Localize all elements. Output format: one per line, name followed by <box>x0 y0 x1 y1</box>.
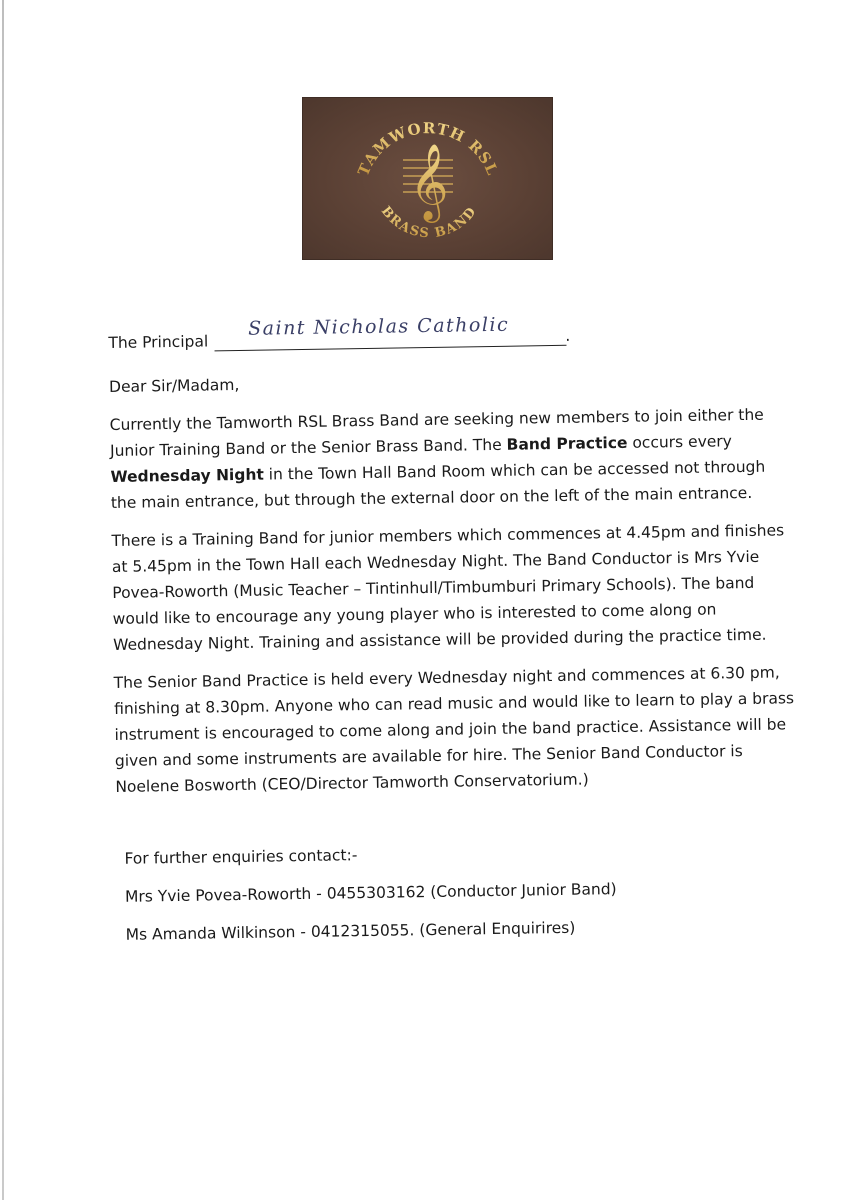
paragraph-senior-band: The Senior Band Practice is held every Wednesday night and commences at 6.30 pm, finishing at 8.30pm. Anyone who can read music and would like to learn to play a brass instrument is encouraged to come along and join the band practice. Assistance will be given and some instruments are available for hire. The Senior Band Conductor is Noelene Bosworth (CEO/Director Tamworth Conservatorium.) <box>113 663 795 796</box>
paragraph-training-band: There is a Training Band for junior members which commences at 4.45pm and finishes at 5.45pm in the Town Hall each Wednesday Night. The Band Conductor is Mrs Yvie Povea-Roworth (Music Teacher – Tintinhull/Timbumburi Primary Schools). The band would like to encourage any young player who is interested to come along on Wednesday Night. Training and assistance will be provided during the practice time. <box>111 521 785 654</box>
addressee-line <box>108 307 788 352</box>
contact-block <box>116 835 798 948</box>
handwritten-school-name: Saint Nicholas Catholic <box>248 313 510 340</box>
logo-arc-bottom: BRASS BAND <box>377 203 481 242</box>
letter-body <box>108 307 798 960</box>
treble-clef-icon: 𝄞 <box>409 143 449 220</box>
bold-band-practice: Band Practice <box>506 433 628 454</box>
addressee-label: The Principal <box>108 332 209 352</box>
greeting: Dear Sir/Madam, <box>108 375 240 396</box>
bold-wednesday-night: Wednesday Night <box>110 465 264 486</box>
addressee-period: . <box>565 326 571 345</box>
contact-general-enquiries: Ms Amanda Wilkinson - 0412315055. (General Enquirires) <box>125 918 576 944</box>
contact-junior-conductor: Mrs Yvie Povea-Roworth - 0455303162 (Conductor Junior Band) <box>124 880 617 906</box>
fill-in-line <box>215 345 567 352</box>
logo-arc-top: TAMWORTH RSL <box>354 119 502 179</box>
band-logo <box>303 98 552 259</box>
contacts-heading: For further enquiries contact:- <box>124 846 358 868</box>
scan-edge <box>2 0 4 1200</box>
paragraph-intro: Currently the Tamworth RSL Brass Band are seeking new members to join either the Junior Training Band or the Senior Brass Band. The Band Practice occurs every Wednesday Night in the Town Hall Band Room which can be accessed not through the main entrance, but through the external door on the left of the main entrance. <box>109 405 766 512</box>
